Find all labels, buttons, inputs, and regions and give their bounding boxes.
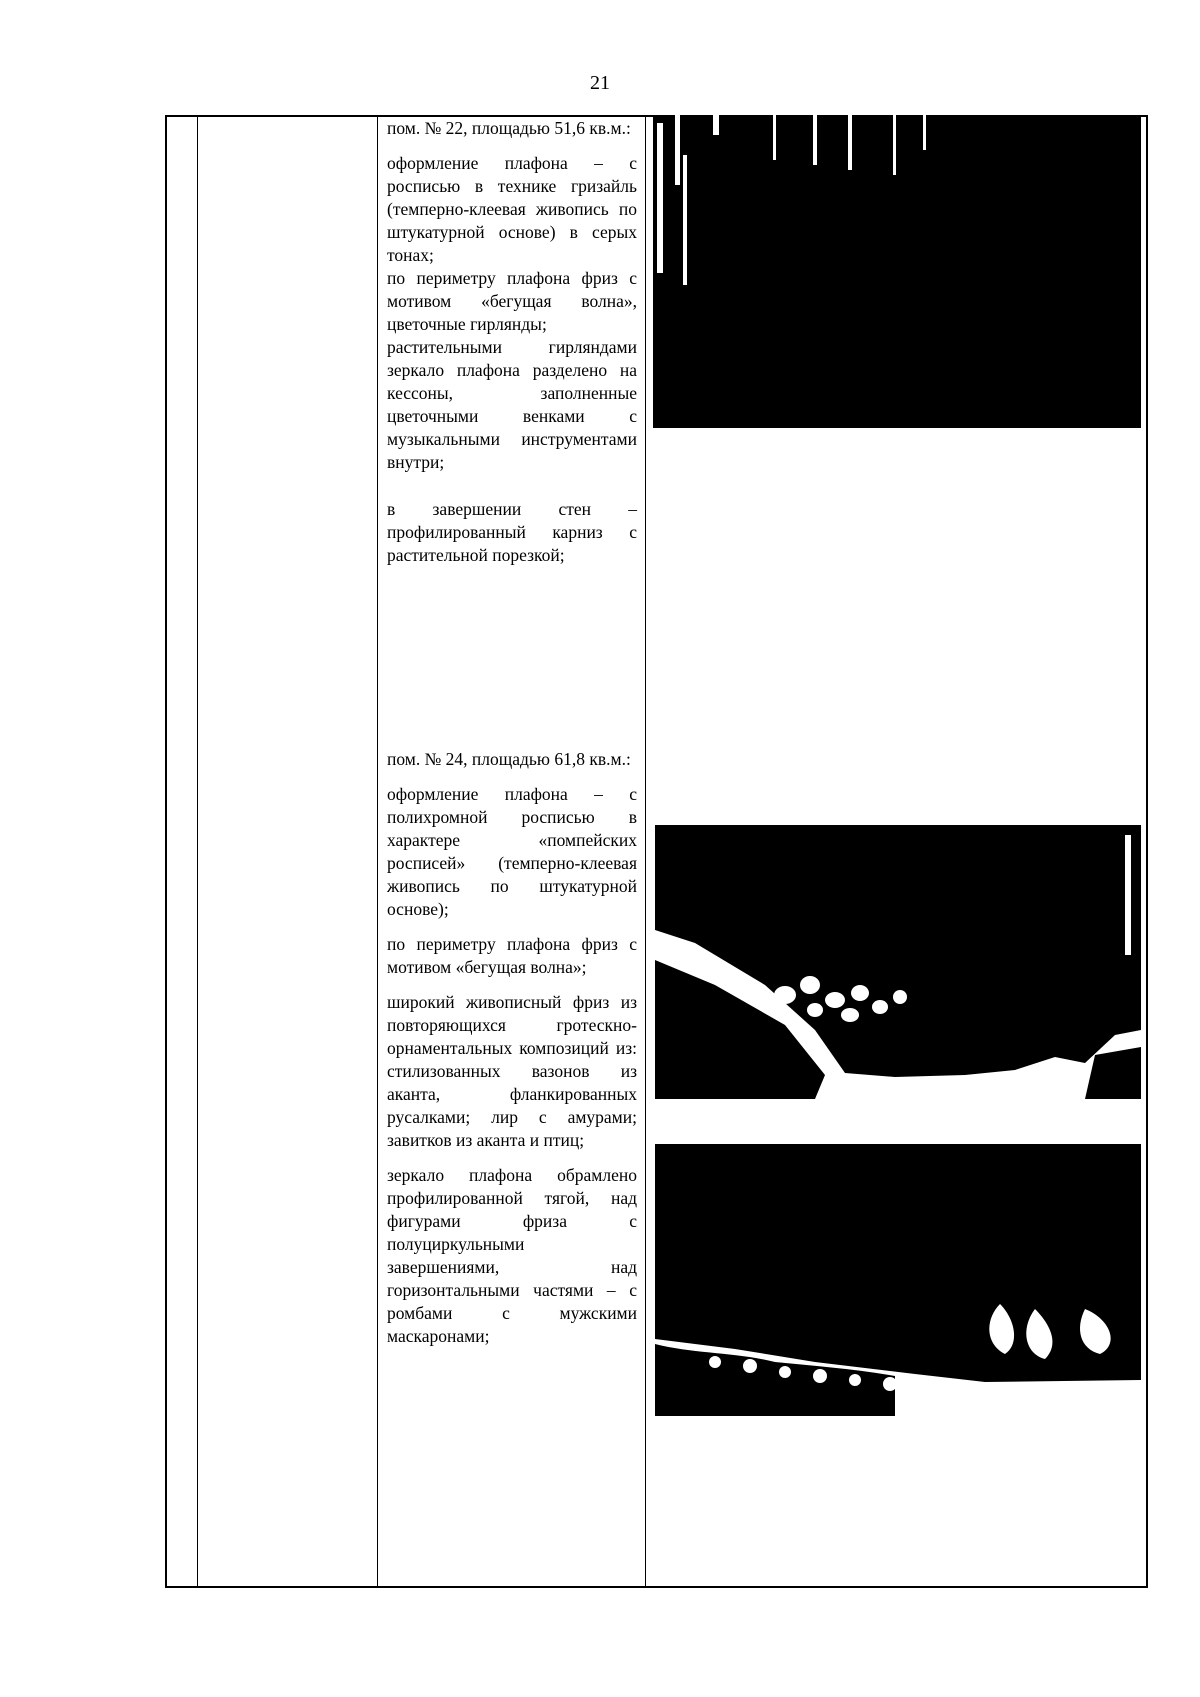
room-24-paragraph: по периметру плафона фриз с мотивом «бегущая волна»; [387, 934, 637, 977]
room-24-header: пом. № 24, площадью 61,8 кв.м.: [387, 749, 631, 769]
column-divider-3 [645, 117, 646, 1586]
room-24-paragraph: оформление плафона – с полихромной росписью в характере «помпейских росписей» (темперно-клеевая живопись по штукатурной основе); [387, 784, 637, 919]
page-number: 21 [590, 72, 610, 94]
photo-room-24-ceiling-corner [655, 825, 1141, 1099]
room-22-description [387, 117, 637, 567]
photo-room-22-ceiling [653, 115, 1141, 428]
room-22-paragraph: оформление плафона – с росписью в технике гризайль (темперно-клеевая живопись по штукатурной основе) в серых тонах; [387, 153, 637, 265]
room-22-paragraph: по периметру плафона фриз с мотивом «бегущая волна», цветочные гирлянды; [387, 268, 637, 334]
document-table [165, 115, 1148, 1588]
room-22-paragraph: растительными гирляндами зеркало плафона разделено на кессоны, заполненные цветочными венками с музыкальными инструментами внутри; [387, 337, 637, 472]
room-24-paragraph: зеркало плафона обрамлено профилированной тягой, над фигурами фриза с полуциркульными завершениями, над горизонтальными частями – с ромбами с мужскими маскаронами; [387, 1165, 637, 1346]
photo-room-24-frieze [655, 1144, 1141, 1416]
room-24-description [387, 748, 637, 1348]
column-divider-2 [377, 117, 378, 1586]
room-22-header: пом. № 22, площадью 51,6 кв.м.: [387, 118, 631, 138]
column-divider-1 [197, 117, 198, 1586]
room-22-paragraph: в завершении стен – профилированный карниз с растительной порезкой; [387, 499, 637, 565]
room-24-paragraph: широкий живописный фриз из повторяющихся гротескно-орнаментальных композиций из: стилизованных вазонов из аканта, фланкированных русалками; лир с амурами; завитков из аканта и птиц; [387, 992, 637, 1150]
